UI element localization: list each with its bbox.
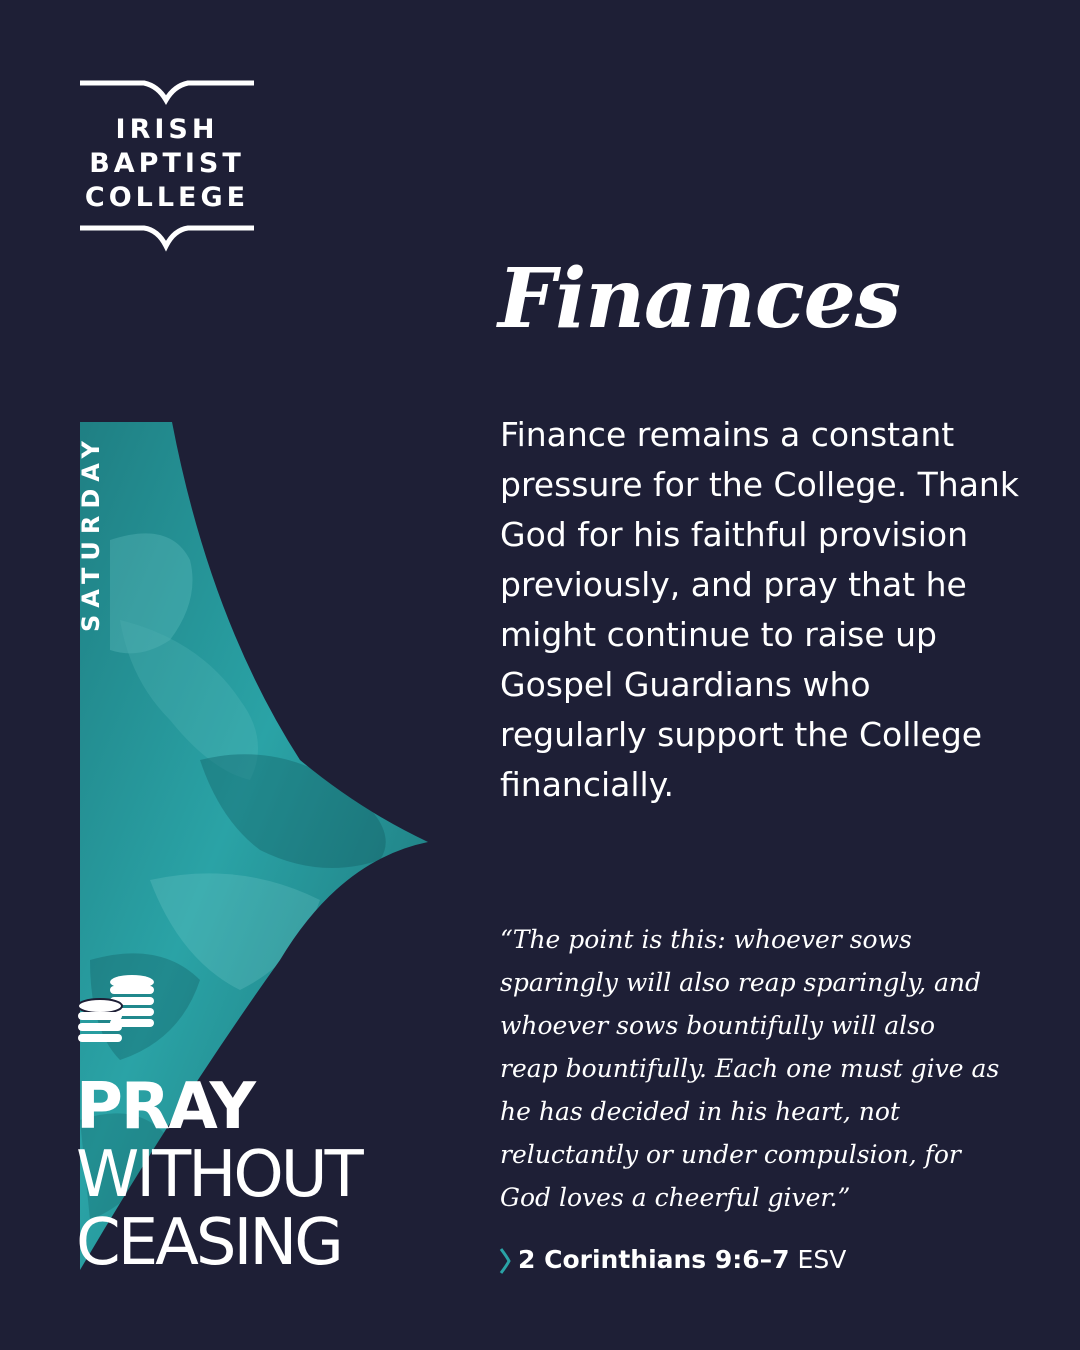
logo-line-college: COLLEGE [84,182,250,213]
page-title: Finances [498,251,900,347]
day-label: SATURDAY [77,434,105,632]
scripture-reference [498,1240,846,1280]
college-logo [78,78,256,253]
tagline-without: WITHOUT [76,1138,361,1212]
logo-line-irish: IRISH [115,114,219,145]
tagline-ceasing: CEASING [76,1206,341,1280]
prayer-text: Finance remains a constant pressure for the College. Thank God for his faithful provision previously, and pray that he might continue to raise up Gospel Guardians who regularly support the College financially. [500,415,1019,804]
reference-version: ESV [797,1245,847,1274]
tagline-pray: PRAY [76,1070,254,1144]
logo-line-baptist: BAPTIST [89,148,245,179]
scripture-quote: “The point is this: whoever sows sparingly will also reap sparingly, and whoever sows bountifully will also reap bountifully. Each one must give as he has decided in his heart, not reluctantly or under compulsion, for God loves a cheerful giver.” [500,925,1000,1212]
coin-stacks-icon [78,972,158,1048]
chevron-right-icon [498,1247,512,1275]
reference-citation: 2 Corinthians 9:6–7 [518,1245,790,1274]
